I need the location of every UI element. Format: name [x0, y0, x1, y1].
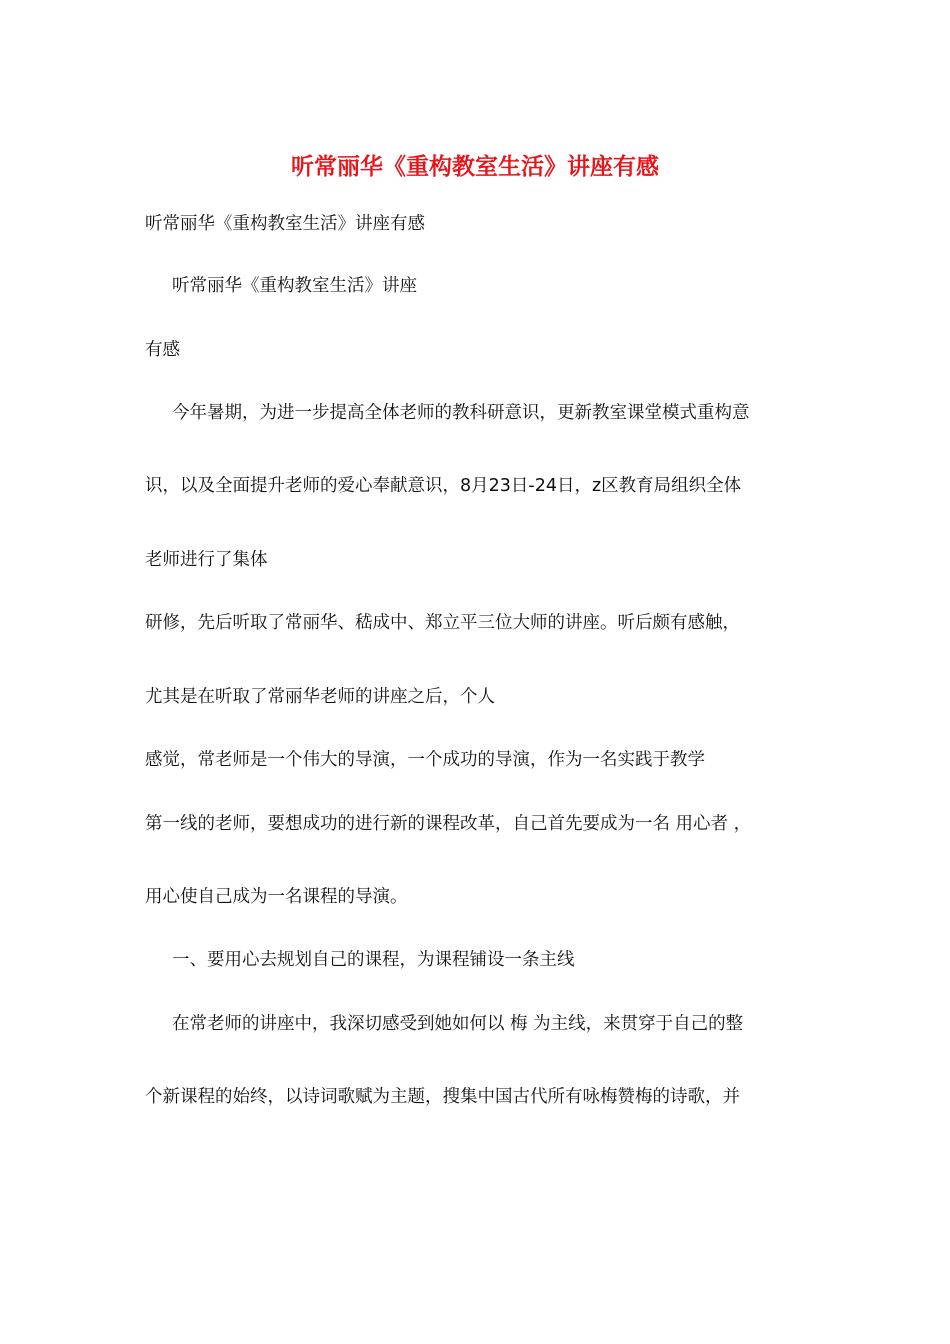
text-line: 有感 — [145, 340, 180, 360]
text-line: 用心使自己成为一名课程的导演。 — [145, 887, 408, 907]
text-line: 第一线的老师，要想成功的进行新的课程改革，自己首先要成为一名 用心者 ， — [145, 814, 752, 834]
document-title: 听常丽华《重构教室生活》讲座有感 — [291, 153, 659, 180]
text-line: 在常老师的讲座中，我深切感受到她如何以 梅 为主线，来贯穿于自己的整 — [172, 1014, 744, 1034]
text-line: 识，以及全面提升老师的爱心奉献意识，8月23日-24日，z区教育局组织全体 — [145, 476, 742, 496]
text-line: 今年暑期，为进一步提高全体老师的教科研意识，更新教室课堂模式重构意 — [172, 403, 750, 423]
text-line: 一、要用心去规划自己的课程，为课程铺设一条主线 — [172, 950, 575, 970]
text-line: 听常丽华《重构教室生活》讲座 — [172, 276, 417, 296]
text-line: 研修，先后听取了常丽华、嵇成中、郑立平三位大师的讲座。听后颇有感触， — [145, 613, 740, 633]
text-line: 尤其是在听取了常丽华老师的讲座之后，个人 — [145, 687, 495, 707]
text-line: 个新课程的始终，以诗词歌赋为主题，搜集中国古代所有咏梅赞梅的诗歌，并 — [145, 1087, 740, 1107]
text-line: 感觉，常老师是一个伟大的导演，一个成功的导演，作为一名实践于教学 — [145, 750, 705, 770]
text-line: 老师进行了集体 — [145, 550, 268, 570]
text-line: 听常丽华《重构教室生活》讲座有感 — [145, 214, 425, 234]
